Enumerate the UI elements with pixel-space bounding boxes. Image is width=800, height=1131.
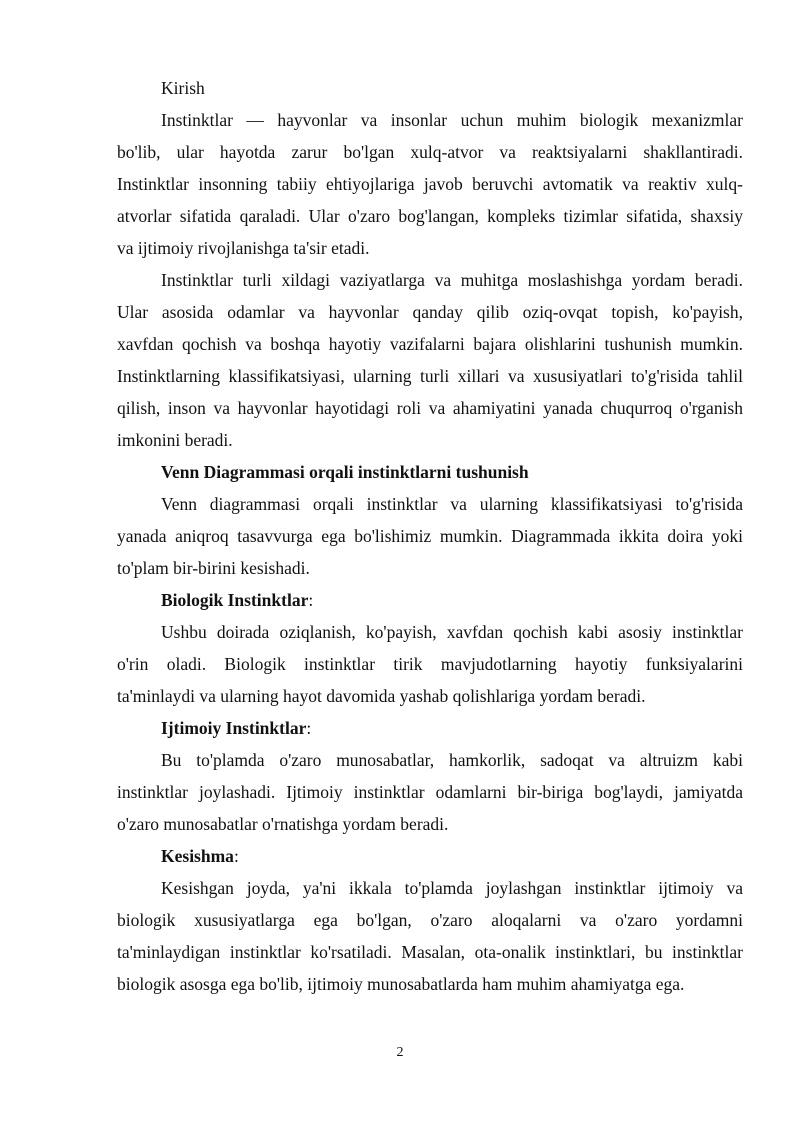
paragraph-line: yanada aniqroq tasavvurga ega bo'lishimiz mumkin. Diagrammada ikkita doira yoki (117, 526, 743, 546)
paragraph-line: bo'lib, ular hayotda zarur bo'lgan xulq-atvor va reaktsiyalarni shakllantiradi. (117, 142, 743, 162)
intro-heading: Kirish (161, 78, 205, 98)
paragraph-line: Instinktlar insonning tabiiy ehtiyojlariga javob beruvchi avtomatik va reaktiv xulq- (117, 174, 743, 194)
venn-heading: Venn Diagrammasi orqali instinktlarni tushunish (161, 462, 529, 482)
paragraph-biological (117, 616, 743, 712)
biological-heading-line (117, 584, 743, 616)
paragraph-line: Instinktlar — hayvonlar va insonlar uchun muhim biologik mexanizmlar (161, 110, 743, 130)
paragraph-line: Kesishgan joyda, ya'ni ikkala to'plamda joylashgan instinktlar ijtimoiy va (161, 878, 743, 898)
intersection-heading: Kesishma (161, 846, 234, 866)
paragraph-line: o'zaro munosabatlar o'rnatishga yordam beradi. (117, 814, 449, 834)
page-number: 2 (396, 1045, 404, 1060)
biological-heading: Biologik Instinktlar (161, 590, 309, 610)
paragraph-line: to'plam bir-birini kesishadi. (117, 558, 310, 578)
paragraph-line: Instinktlarning klassifikatsiyasi, ularning turli xillari va xususiyatlari to'g'risida tahlil (117, 366, 743, 386)
paragraph-line: o'rin oladi. Biologik instinktlar tirik mavjudotlarning hayotiy funksiyalarini (117, 654, 743, 674)
heading-colon: : (306, 718, 312, 738)
paragraph-adaptation (117, 264, 743, 456)
paragraph-line: biologik asosga ega bo'lib, ijtimoiy munosabatlarda ham muhim ahamiyatga ega. (117, 974, 685, 994)
paragraph-line: Instinktlar turli xildagi vaziyatlarga va muhitga moslashishga yordam beradi. (161, 270, 743, 290)
paragraph-line: Ushbu doirada oziqlanish, ko'payish, xavfdan qochish kabi asosiy instinktlar (161, 622, 743, 642)
social-heading: Ijtimoiy Instinktlar (161, 718, 307, 738)
paragraph-line: biologik xususiyatlarga ega bo'lgan, o'zaro aloqalarni va o'zaro yordamni (117, 910, 743, 930)
paragraph-intersection (117, 872, 743, 1000)
social-heading-line (117, 712, 743, 744)
page-body (117, 72, 743, 1000)
paragraph-line: qilish, inson va hayvonlar hayotidagi roli va ahamiyatini yanada chuqurroq o'rganish (117, 398, 743, 418)
paragraph-line: xavfdan qochish va boshqa hayotiy vazifalarni bajara olishlarini tushunish mumkin. (117, 334, 743, 354)
paragraph-line: imkonini beradi. (117, 430, 233, 450)
paragraph-introduction (117, 104, 743, 264)
heading-colon: : (308, 590, 314, 610)
paragraph-line: Bu to'plamda o'zaro munosabatlar, hamkorlik, sadoqat va altruizm kabi (161, 750, 743, 770)
paragraph-line: ta'minlaydi va ularning hayot davomida yashab qolishlariga yordam beradi. (117, 686, 646, 706)
heading-colon: : (233, 846, 239, 866)
paragraph-venn (117, 488, 743, 584)
paragraph-line: Ular asosida odamlar va hayvonlar qanday qilib oziq-ovqat topish, ko'payish, (117, 302, 743, 322)
paragraph-line: atvorlar sifatida qaraladi. Ular o'zaro bog'langan, kompleks tizimlar sifatida, shaxsiy (117, 206, 743, 226)
paragraph-line: va ijtimoiy rivojlanishga ta'sir etadi. (117, 238, 370, 258)
paragraph-line: Venn diagrammasi orqali instinktlar va ularning klassifikatsiyasi to'g'risida (161, 494, 743, 514)
intersection-heading-line (117, 840, 743, 872)
paragraph-line: instinktlar joylashadi. Ijtimoiy instinktlar odamlarni bir-biriga bog'laydi, jamiyatda (117, 782, 743, 802)
paragraph-social (117, 744, 743, 840)
paragraph-line: ta'minlaydigan instinktlar ko'rsatiladi. Masalan, ota-onalik instinktlari, bu instinktlar (117, 942, 743, 962)
